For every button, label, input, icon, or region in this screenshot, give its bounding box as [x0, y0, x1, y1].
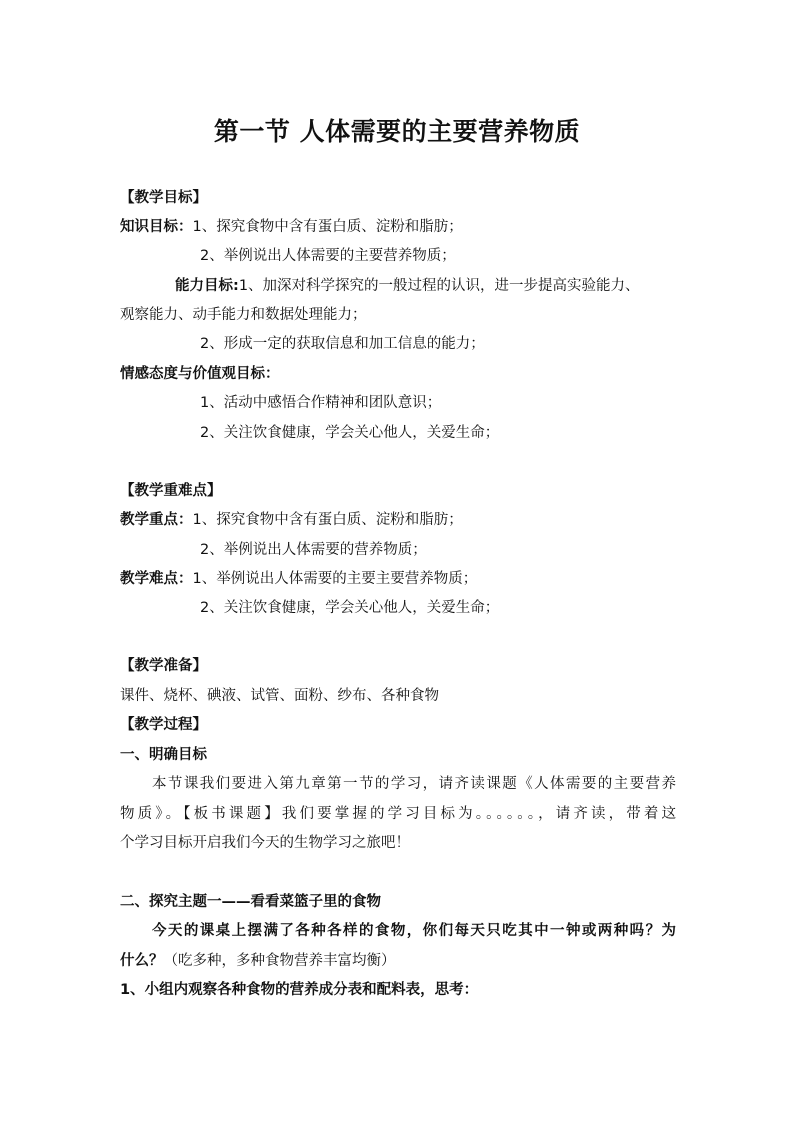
knowledge-goal-line-1: [120, 217, 463, 237]
knowledge-goal-label: 知识目标：: [120, 219, 193, 235]
emotion-goal-item-1: 1、活动中感悟合作精神和团队意识；: [200, 395, 442, 411]
preparation-items: 课件、烧杯、碘液、试管、面粉、纱布、各种食物: [120, 688, 439, 704]
knowledge-goal-item-2: 2、举例说出人体需要的主要营养物质；: [200, 248, 456, 264]
section2-paragraph-line-1: 今天的课桌上摆满了各种各样的食物，你们每天只吃其中一钟或两种吗？为: [152, 923, 676, 939]
difficulty-label: 教学难点：: [120, 571, 193, 587]
section2-answer: （吃多种，多种食物营养丰富均衡）: [163, 953, 396, 969]
emotion-goal-label: 情感态度与价值观目标：: [120, 366, 280, 382]
ability-goal-label: 能力目标:: [175, 278, 239, 294]
document-title: 第一节 人体需要的主要营养物质: [213, 117, 581, 146]
process-heading: 【教学过程】: [120, 717, 207, 733]
section2-paragraph-line-2: [120, 951, 396, 971]
difficulty-line-1: [120, 569, 477, 589]
section2-item-1: 1、小组内观察各种食物的营养成分表和配料表，思考：: [120, 982, 479, 998]
ability-goal-item-2: 2、形成一定的获取信息和加工信息的能力；: [200, 336, 485, 352]
section2-question-bold: 什么？: [120, 953, 164, 969]
section1-paragraph-line-3: 个学习目标开启我们今天的生物学习之旅吧！: [120, 835, 410, 851]
emotion-goal-item-2: 2、关注饮食健康，学会关心他人，关爱生命；: [200, 425, 500, 441]
ability-goal-item-1b: 观察能力、动手能力和数据处理能力；: [120, 307, 367, 323]
ability-goal-line-1: [175, 276, 640, 296]
preparation-heading: 【教学准备】: [120, 658, 207, 674]
section1-title: 一、明确目标: [120, 747, 207, 763]
section1-paragraph-line-2: 物质》。【板书课题】我们要掌握的学习目标为。。。。。。，请齐读，带着这: [120, 806, 676, 822]
difficulty-item-2: 2、关注饮食健康，学会关心他人，关爱生命；: [200, 600, 500, 616]
focus-line-1: [120, 510, 463, 530]
section1-paragraph-line-1: 本节课我们要进入第九章第一节的学习，请齐读课题《人体需要的主要营养: [152, 776, 676, 792]
focus-item-2: 2、举例说出人体需要的营养物质；: [200, 542, 427, 558]
difficulty-item-1: 1、举例说出人体需要的主要主要营养物质；: [192, 571, 478, 587]
goals-heading: 【教学目标】: [120, 190, 207, 206]
knowledge-goal-item-1: 1、探究食物中含有蛋白质、淀粉和脂肪；: [192, 219, 463, 235]
focus-label: 教学重点：: [120, 512, 193, 528]
ability-goal-item-1a: 1、加深对科学探究的一般过程的认识，进一步提高实验能力、: [238, 278, 640, 294]
section2-title: 二、探究主题一——看看菜篮子里的食物: [120, 894, 381, 910]
key-points-heading: 【教学重难点】: [120, 483, 222, 499]
focus-item-1: 1、探究食物中含有蛋白质、淀粉和脂肪；: [192, 512, 463, 528]
